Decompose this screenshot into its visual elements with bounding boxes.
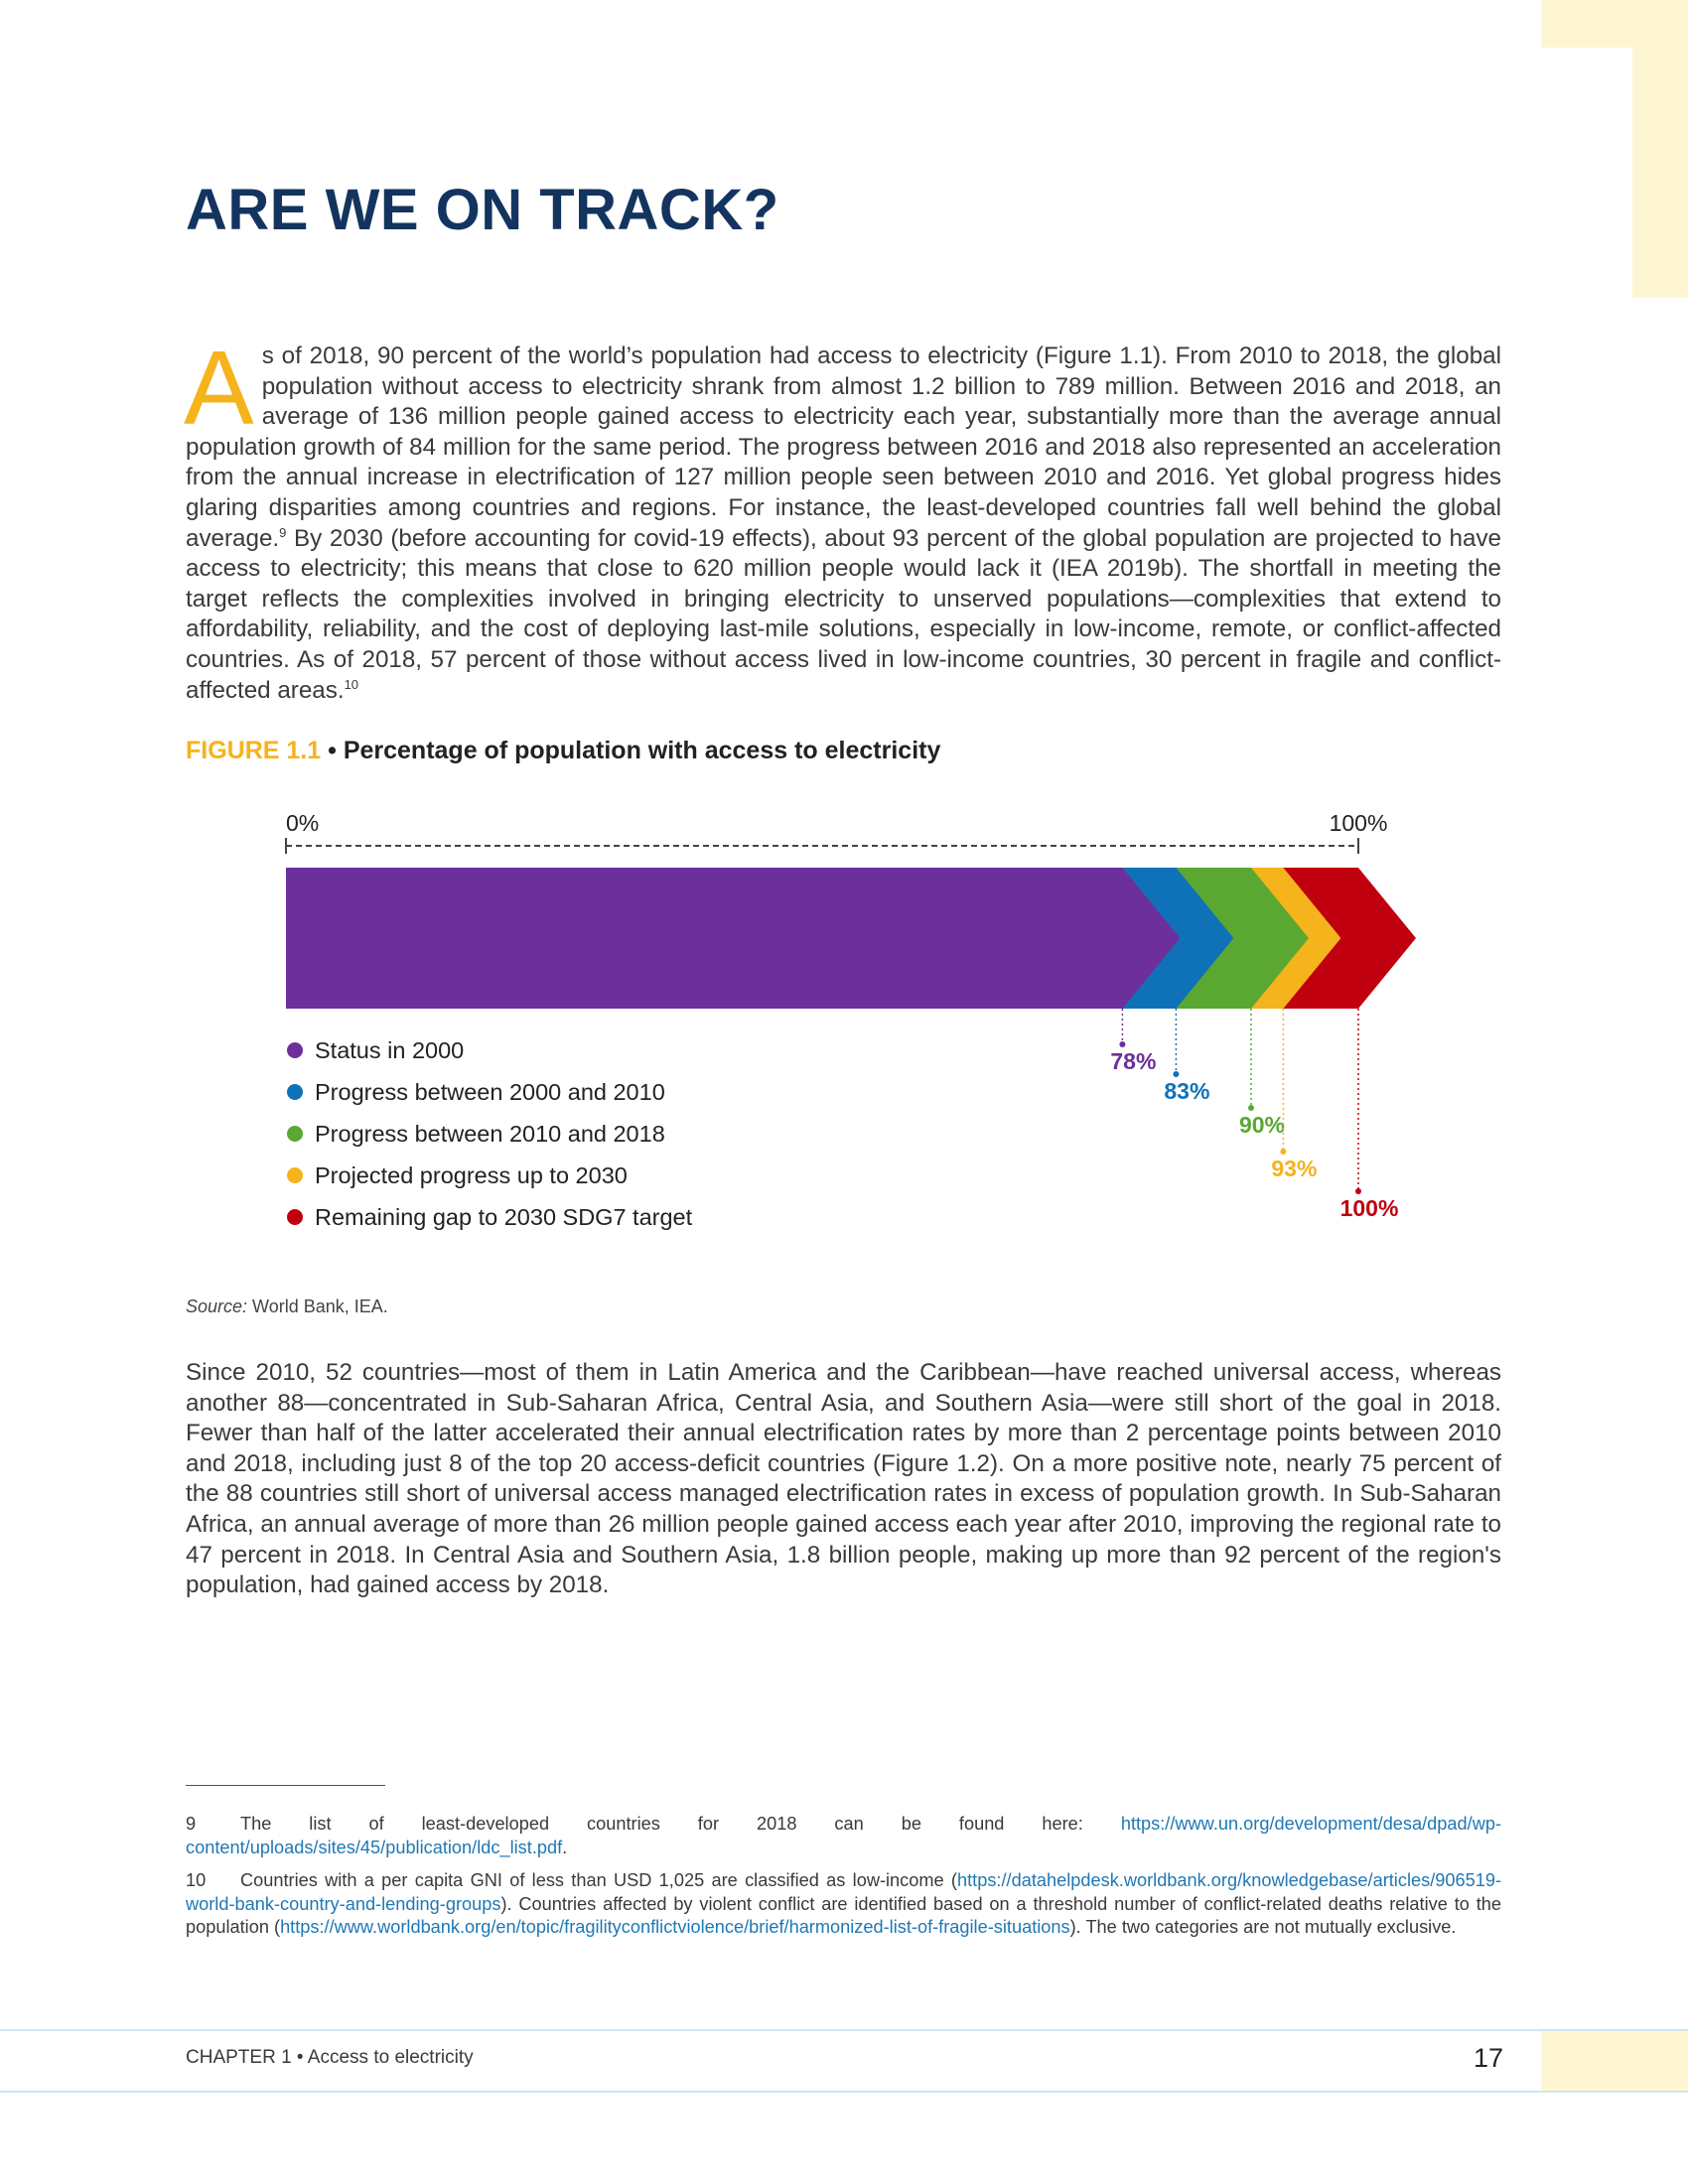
leader-dot-2 bbox=[1248, 1105, 1254, 1111]
footnote-number: 9 bbox=[186, 1814, 197, 1834]
value-label-1: 83% bbox=[1164, 1078, 1210, 1104]
legend-label-4: Remaining gap to 2030 SDG7 target bbox=[315, 1204, 693, 1230]
leader-dot-1 bbox=[1173, 1071, 1179, 1077]
bar-segment-0 bbox=[286, 868, 1180, 1009]
legend-label-3: Projected progress up to 2030 bbox=[315, 1162, 628, 1188]
leader-dot-0 bbox=[1119, 1041, 1125, 1047]
footnote-end: . bbox=[562, 1837, 568, 1857]
legend-label-2: Progress between 2010 and 2018 bbox=[315, 1121, 665, 1147]
intro-text-a: s of 2018, 90 percent of the world’s population had access to electricity (Figure 1.1). From 2010 to 2018, the global population without access to electricity shrank from almost 1.2 billion to 789 million. Between 2016 and 2018, an average of 136 million people gained access to electricity each year, substantially more than the average annual population growth of 84 million for the same period. The progress between 2016 and 2018 also represented an acceleration from the annual increase in electrification of 127 million people seen between 2010 and 2016. Yet global progress hides glaring disparities among countries and regions. For instance, the least-developed countries fall well behind the global average. bbox=[186, 342, 1501, 552]
footnote-link[interactable]: https://www.worldbank.org/en/topic/fragilityconflictviolence/brief/harmonized-list-of-fragile-situations bbox=[280, 1917, 1070, 1937]
figure-number: FIGURE 1.1 bbox=[186, 737, 322, 764]
source-label: Source: bbox=[186, 1297, 248, 1316]
footer-rule-top bbox=[0, 2029, 1688, 2031]
access-chart bbox=[0, 794, 1688, 1251]
footnote-end: ). The two categories are not mutually exclusive. bbox=[1069, 1917, 1457, 1937]
chapter-label: CHAPTER 1 • Access to electricity bbox=[186, 2047, 474, 2068]
footnote-divider bbox=[186, 1785, 385, 1786]
leader-dot-3 bbox=[1280, 1149, 1286, 1155]
legend-marker-4 bbox=[287, 1209, 303, 1225]
legend-marker-0 bbox=[287, 1042, 303, 1058]
footnote-ref-9[interactable]: 9 bbox=[279, 524, 287, 540]
side-tab bbox=[1632, 48, 1688, 298]
footer-tab bbox=[1541, 2031, 1688, 2091]
footnote-link[interactable]: https://datahelpdesk.worldbank.org/knowledgebase/articles/906519-world-bank-country-and-lending-groups bbox=[186, 1870, 1501, 1914]
footnote-text: ). Countries affected by violent conflict are identified based on a threshold number of conflict-related deaths relative to the population ( bbox=[186, 1893, 1501, 1937]
axis-label-start: 0% bbox=[286, 810, 320, 836]
value-label-2: 90% bbox=[1238, 1112, 1286, 1138]
footnote-9 bbox=[186, 1813, 1501, 1859]
corner-tab bbox=[1541, 0, 1688, 48]
footnotes bbox=[186, 1813, 1501, 1950]
legend-marker-3 bbox=[287, 1167, 303, 1183]
figure-bullet: • bbox=[321, 737, 344, 764]
value-label-0: 78% bbox=[1110, 1048, 1157, 1074]
page-number: 17 bbox=[1473, 2043, 1503, 2073]
footnote-10 bbox=[186, 1869, 1501, 1940]
legend-marker-2 bbox=[287, 1126, 303, 1142]
intro-text-b: By 2030 (before accounting for covid-19 effects), about 93 percent of the global population are projected to have access to electricity; this means that close to 620 million people would lack it (IEA 2019b). The shortfall in meeting the target reflects the complexities involved in bringing electricity to unserved populations—complexities that extend to affordability, reliability, and the cost of deploying last-mile solutions, especially in low-income, remote, or conflict-affected countries. As of 2018, 57 percent of those without access lived in low-income countries, 30 percent in fragile and conflict-affected areas. bbox=[186, 524, 1501, 704]
footnote-text: The list of least-developed countries for 2018 can be found here: bbox=[240, 1814, 1121, 1834]
body-paragraph: Since 2010, 52 countries—most of them in Latin America and the Caribbean—have reached universal access, whereas another 88—concentrated in Sub-Saharan Africa, Central Asia, and Southern Asia—were still short of the goal in 2018. Fewer than half of the latter accelerated their annual electrification rates by more than 2 percentage points between 2010 and 2018, including just 8 of the top 20 access-deficit countries (Figure 1.2). On a more positive note, nearly 75 percent of the 88 countries still short of universal access managed electrification rates in excess of population growth. In Sub-Saharan Africa, an annual average of more than 26 million people gained access each year after 2010, improving the regional rate to 47 percent in 2018. In Central Asia and Southern Asia, 1.8 billion people, making up more than 92 percent of the region's population, had gained access by 2018. bbox=[186, 1359, 1501, 1599]
legend-label-1: Progress between 2000 and 2010 bbox=[315, 1079, 665, 1105]
footnote-number: 10 bbox=[186, 1870, 207, 1890]
figure-title: Percentage of population with access to electricity bbox=[343, 737, 941, 764]
intro-paragraph bbox=[184, 330, 1501, 706]
leader-dot-4 bbox=[1355, 1188, 1361, 1194]
figure-caption bbox=[186, 737, 940, 765]
footnote-text: Countries with a per capita GNI of less than USD 1,025 are classified as low-income ( bbox=[240, 1870, 957, 1890]
figure-source bbox=[186, 1297, 388, 1317]
footnote-ref-10[interactable]: 10 bbox=[344, 676, 359, 692]
footer-rule-bottom bbox=[0, 2091, 1688, 2093]
footnote-link[interactable]: https://www.un.org/development/desa/dpad/wp-content/uploads/sites/45/publication/ldc_list.pdf bbox=[186, 1814, 1501, 1857]
page-title: ARE WE ON TRACK? bbox=[186, 178, 779, 242]
legend-label-0: Status in 2000 bbox=[315, 1037, 465, 1063]
value-label-3: 93% bbox=[1271, 1156, 1318, 1181]
legend-marker-1 bbox=[287, 1084, 303, 1100]
drop-cap: A bbox=[184, 330, 254, 447]
value-label-4: 100% bbox=[1339, 1195, 1399, 1221]
source-text: World Bank, IEA. bbox=[247, 1297, 388, 1316]
axis-label-end: 100% bbox=[1329, 810, 1388, 836]
